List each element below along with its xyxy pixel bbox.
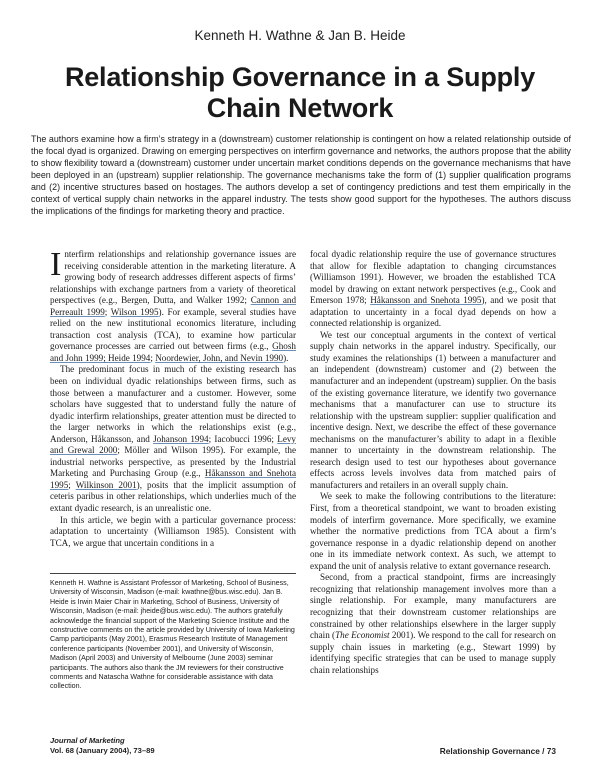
journal-volume: Vol. 68 (January 2004), 73–89 (50, 746, 155, 755)
body-paragraph (50, 246, 297, 364)
citation-link[interactable]: Cannon and Perreault 1999 (50, 295, 297, 317)
author-byline: Kenneth H. Wathne & Jan B. Heide (194, 28, 406, 43)
body-text: focal dyadic relationship require the use of governance structures that allow for flexible adaptation to changing circumstances (Williamson 1991). However, we broaden the established TCA model by drawing on extant network perspectives (e.g., Cook and Emerson 1978; (310, 249, 556, 306)
citation-link[interactable]: Wilkinson 2001 (75, 479, 137, 490)
body-text: 2001). We respond to the call for research on supply chain issues in marketing (e.g., Stewart 1999) by identifying specific strategies that can be used to manage supply chain relationships (310, 630, 556, 675)
citation-link[interactable]: Håkansson and Snehota 1995 (370, 295, 482, 306)
journal-name: Journal of Marketing (50, 736, 125, 745)
article-title: Relationship Governance in a Supply Chain Network (64, 62, 536, 123)
citation-link[interactable]: Håkansson and Snehota 1995 (50, 468, 296, 490)
body-text: Second, from a practical standpoint, firms are increasingly recognizing that relationship management involves more than a single relationship. For example, many manufacturers are recognizing that their downstream customer relationships are constrained by other relationships elsewhere in the larger supply chain ( (310, 572, 556, 641)
body-text: ; Möller and Wilson 1995). For example, the industrial networks perspective, as presented by the Industrial Marketing and Purchasing Group (e.g., (50, 445, 296, 479)
body-column-left (50, 246, 297, 549)
abstract: The authors examine how a firm’s strategy in a (downstream) customer relationship is contingent on how a related relationship outside of the focal dyad is organized. Drawing on emerging perspectives on interfirm governance and networks, the authors propose that the ability to show flexibility toward a (downstream) customer under uncertain market conditions depends on the governance mechanisms that have been deployed in an (upstream) supplier relationship. The governance mechanisms take the form of (1) supplier qualification programs and (2) incentive structures based on hostages. The authors develop a set of contingency predictions and test them empirically in the context of vertical supply chain networks in the apparel industry. The tests show good support for the hypotheses. The authors discuss the implications of the findings for marketing theory and practice. (31, 134, 571, 216)
body-text: nterfirm relationships and relationship governance issues are receiving considerable attention in the marketing literature. A growing body of research addresses different aspects of firms’ relationships with exchange partners from a variety of theoretical perspectives (e.g., Bergen, Dutta, and Walker 1992; (50, 249, 296, 306)
body-text: ; (150, 352, 156, 363)
running-head: Relationship Governance / 73 (439, 746, 556, 756)
body-text: ), and we posit that adaptation to uncertainty in a focal dyad depends on how a connected relationship is organized. (310, 295, 556, 329)
journal-info (50, 736, 155, 756)
author-footnote: Kenneth H. Wathne is Assistant Professor of Marketing, School of Business, University of Wisconsin, Madison (e-mail: kwathne@bus.wisc.edu). Jan B. Heide is Irwin Maier Chair in Marketing, School of Business, University of Wisconsin, Madison (e-mail: jheide@bus.wisc.edu). The authors gratefully acknowledge the financial support of the Marketing Science Institute and the constructive comments on the article provided by University of Iowa Marketing Camp participants (May 2001), Erasmus Research Institute of Management conference participants (November 2001), and University of Wisconsin, Madison (April 2003) and University of Melbourne (June 2003) seminar participants. The authors also thank the JM reviewers for their constructive comments and Natascha Wathne for considerable assistance with data collection. (50, 579, 295, 691)
body-paragraph: We test our conceptual arguments in the context of vertical supply chain networks in the apparel industry. Specifically, our study examines the relationships (1) between a manufacturer and an independent (downstream) customer and (2) between the manufacturer and an independent (upstream) supplier. On the basis of the existing governance literature, we identify two governance mechanisms that a manufacturer can use to structure its relationship with the upstream supplier: supplier qualification and incentive design. Next, we describe the effect of these governance mechanisms on the manufacturer’s ability to adapt in a flexible manner to uncertainty in the downstream relationship. The research design used to test our hypotheses about governance effects across levels involves data from matched pairs of manufacturers and retailers in an overall supply chain. (310, 329, 556, 490)
body-text: ). (283, 352, 289, 363)
body-text: ), posits that the implicit assumption of ceteris paribus in other relationships, which underlies much of the extant dyadic research, is an unrealistic one. (50, 479, 297, 514)
body-column-right (310, 249, 556, 676)
body-text: ; (104, 306, 111, 317)
body-paragraph: In this article, we begin with a particular governance process: adaptation to uncertainty (Williamson 1985). Consistent with TCA, we argue that uncertain conditions in a (50, 514, 296, 548)
citation-link[interactable]: Noordewier, John, and Nevin 1990 (155, 352, 284, 363)
citation-link[interactable]: Wilson 1995 (110, 306, 159, 317)
citation-link[interactable]: Ghosh and John 1999; Heide 1994 (50, 341, 296, 363)
body-paragraph: We seek to make the following contributions to the literature: First, from a theoretical standpoint, we want to broaden existing models of interfirm governance. More specifically, we examine whether the normative predictions from TCA about a firm’s governance response in a dyadic relationship depend on another one in its immediate network context. As such, we attempt to expand the unit of analysis relative to extant governance research. (310, 491, 556, 571)
body-text: ; Iacobucci 1996; (208, 433, 278, 444)
footnote-divider (50, 573, 296, 574)
drop-cap: I (50, 246, 62, 283)
citation-link[interactable]: Levy and Grewal 2000 (50, 433, 296, 456)
body-paragraph (310, 249, 556, 330)
body-paragraph (50, 364, 296, 514)
emphasis-text: The Economist (335, 630, 390, 641)
body-text: ). For example, several studies have relied on the new institutional economics literature, including transaction cost analysis (TCA), to examine how particular governance processes are carried out between firms (e.g., (50, 306, 297, 352)
body-paragraph (310, 572, 556, 676)
body-text: The predominant focus in much of the existing research has been on individual dyadic relationships between firms, such as those between a manufacturer and a customer. However, some scholars have suggested that to understand fully the nature of dyadic interfirm relationships, greater attention must be directed to the larger networks in which the relationships exist (e.g., Anderson, Håkansson, and (50, 364, 296, 444)
citation-link[interactable]: Johanson 1994 (153, 433, 209, 444)
body-text: ; (68, 479, 76, 490)
